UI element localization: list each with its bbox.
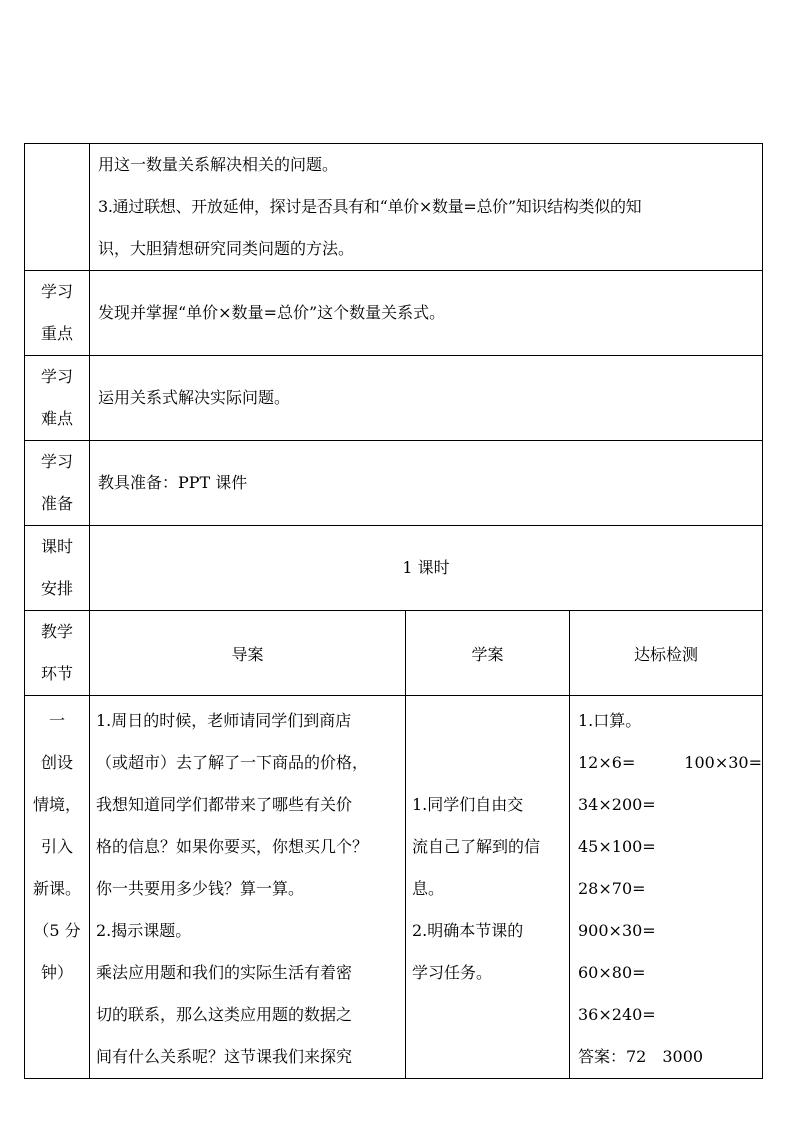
preparation-label: 学习 准备 — [25, 441, 90, 526]
key-points-label: 学习 重点 — [25, 271, 90, 356]
guide-line: 你一共要用多少钱？算一算。 — [96, 879, 305, 898]
goals-content-cell — [90, 144, 763, 271]
preparation-row — [25, 441, 763, 526]
schedule-label: 课时 安排 — [25, 526, 90, 611]
guide-line: （或超市）去了解了一下商品的价格， — [96, 753, 369, 772]
teaching-header-row — [25, 611, 763, 696]
difficulty-content: 运用关系式解决实际问题。 — [90, 356, 763, 441]
schedule-content: 1 课时 — [90, 526, 763, 611]
section-one-label: 一 创设 情境， 引入 新课。 （5 分 钟） — [25, 696, 90, 1079]
section-one-guide — [90, 696, 406, 1079]
check-header: 达标检测 — [570, 611, 763, 696]
difficulty-label: 学习 难点 — [25, 356, 90, 441]
check-first-line — [578, 742, 762, 784]
check-item: 45×100= — [578, 837, 656, 856]
difficulty-row — [25, 356, 763, 441]
study-header: 学案 — [406, 611, 570, 696]
key-points-row — [25, 271, 763, 356]
guide-line: 2.揭示课题。 — [96, 921, 192, 940]
goals-line: 识，大胆猜想研究同类问题的方法。 — [98, 239, 355, 258]
key-points-content: 发现并掌握“单价×数量=总价”这个数量关系式。 — [90, 271, 763, 356]
section-one-check — [570, 696, 763, 1079]
teaching-stage-label: 教学 环节 — [25, 611, 90, 696]
guide-line: 我想知道同学们都带来了哪些有关价 — [96, 795, 353, 814]
guide-header: 导案 — [90, 611, 406, 696]
section-one-row — [25, 696, 763, 1079]
study-line: 流自己了解到的信 — [412, 837, 541, 856]
guide-line: 乘法应用题和我们的实际生活有着密 — [96, 963, 353, 982]
study-line: 2.明确本节课的 — [412, 921, 524, 940]
check-answer: 答案：72 3000 — [578, 1047, 704, 1066]
check-item: 100×30= — [684, 753, 762, 772]
schedule-row — [25, 526, 763, 611]
guide-line: 切的联系，那么这类应用题的数据之 — [96, 1005, 353, 1024]
guide-line: 格的信息？如果你要买，你想买几个？ — [96, 837, 369, 856]
check-item: 60×80= — [578, 963, 646, 982]
check-item: 28×70= — [578, 879, 646, 898]
check-item: 36×240= — [578, 1005, 656, 1024]
goals-line: 3.通过联想、开放延伸，探讨是否具有和“单价×数量=总价”知识结构类似的知 — [98, 197, 642, 216]
check-item: 34×200= — [578, 795, 656, 814]
check-item: 12×6= — [578, 753, 636, 772]
goals-continued-row — [25, 144, 763, 271]
goals-line: 用这一数量关系解决相关的问题。 — [98, 155, 339, 174]
guide-line: 间有什么关系呢？这节课我们来探究 — [96, 1047, 353, 1066]
check-item: 900×30= — [578, 921, 656, 940]
study-line: 1.同学们自由交 — [412, 795, 524, 814]
lesson-plan-table — [24, 143, 763, 1079]
study-line: 息。 — [412, 879, 445, 898]
guide-line: 1.周日的时候，老师请同学们到商店 — [96, 711, 352, 730]
preparation-content: 教具准备：PPT 课件 — [90, 441, 763, 526]
study-line: 学习任务。 — [412, 963, 493, 982]
check-title: 1.口算。 — [578, 711, 642, 730]
section-one-study — [406, 696, 570, 1079]
goals-label-cell — [25, 144, 90, 271]
